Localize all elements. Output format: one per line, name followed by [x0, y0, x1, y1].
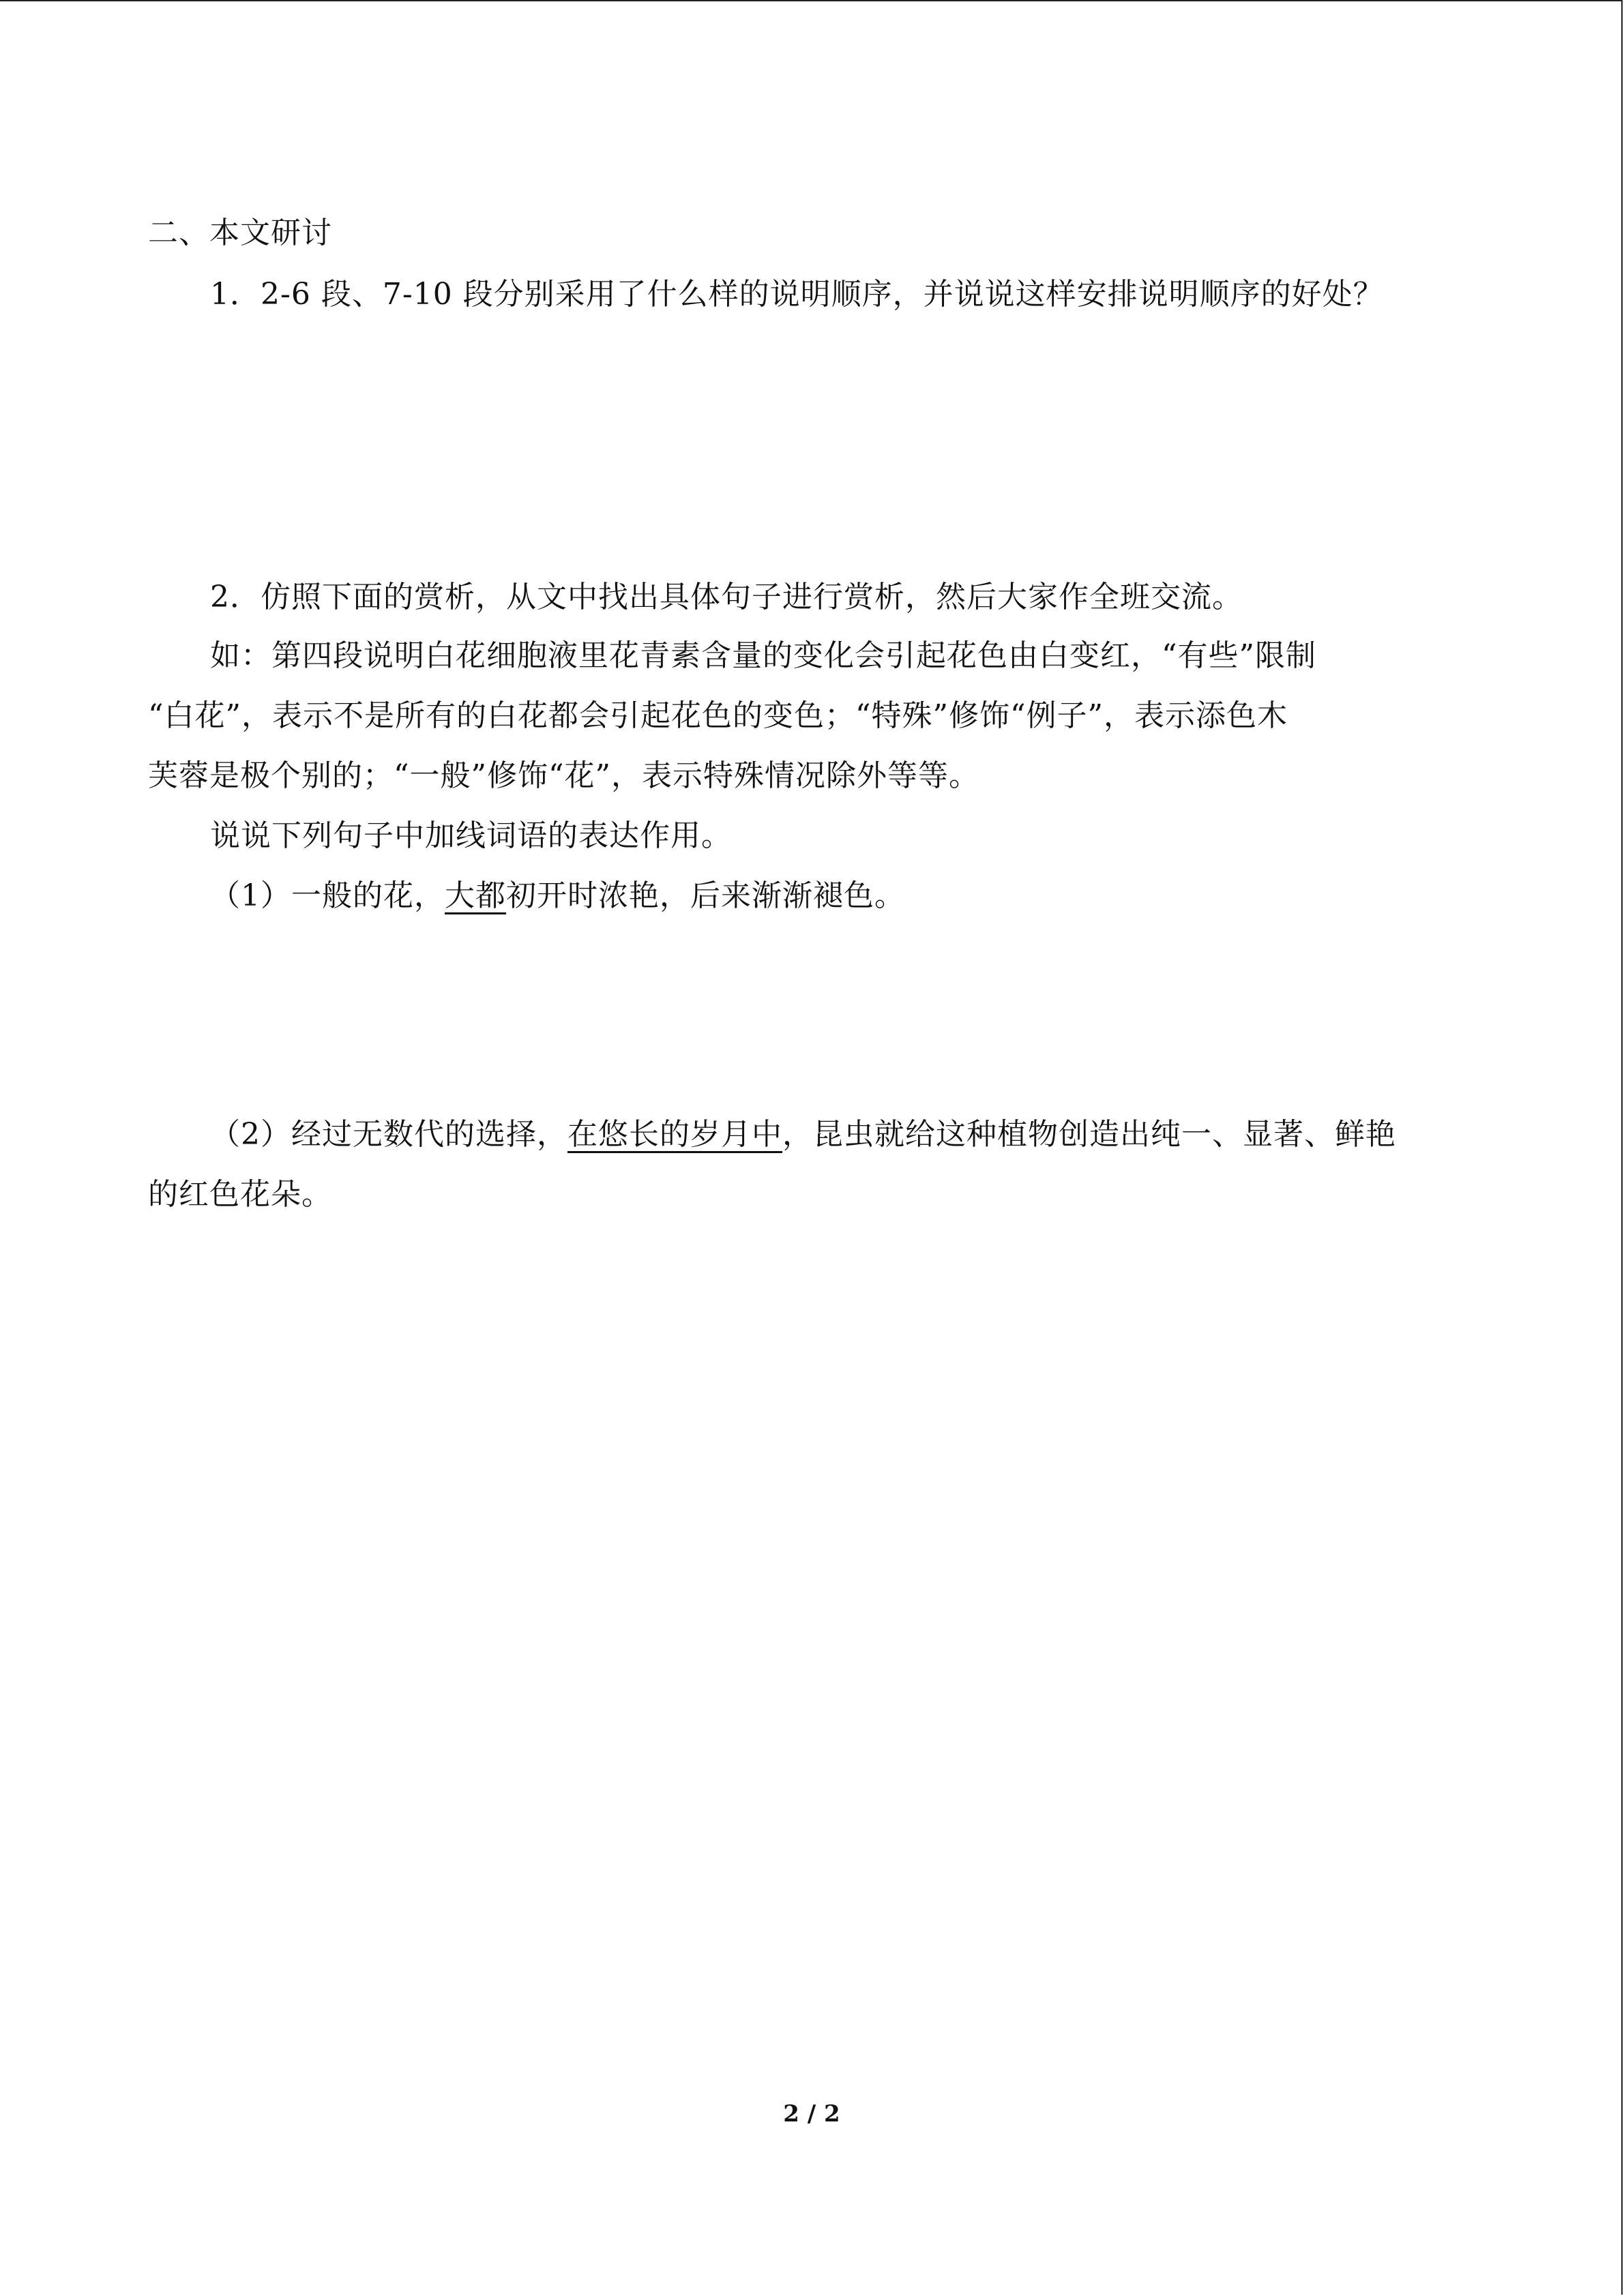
question-2: 2．仿照下面的赏析，从文中找出具体句子进行赏析，然后大家作全班交流。 — [210, 580, 1243, 614]
example-line-2: “白花”，表示不是所有的白花都会引起花色的变色；“特殊”修饰“例子”，表示添色木 — [148, 698, 1288, 733]
sentence-1-underlined-word: 大都 — [445, 878, 506, 913]
example-line-1: 如：第四段说明白花细胞液里花青素含量的变化会引起花色由白变红，“有些”限制 — [210, 638, 1316, 673]
sentence-2-underlined-phrase: 在悠长的岁月中 — [567, 1117, 782, 1152]
sentence-2-continuation: 的红色花朵。 — [148, 1177, 332, 1212]
sentence-2-rest: ，昆虫就给这种植物创造出纯一、显著、鲜艳 — [782, 1117, 1396, 1152]
sentence-1-rest: 初开时浓艳，后来渐渐褪色。 — [506, 878, 905, 913]
sentence-1-lead: （1）一般的花， — [210, 878, 445, 913]
sentence-2-lead: （2）经过无数代的选择， — [210, 1117, 567, 1152]
sentence-1 — [210, 876, 905, 916]
question-1: 1．2-6 段、7-10 段分别采用了什么样的说明顺序，并说说这样安排说明顺序的好处？ — [210, 277, 1384, 312]
example-line-3: 芙蓉是极个别的；“一般”修饰“花”，表示特殊情况除外等等。 — [148, 758, 979, 793]
sentence-2 — [210, 1114, 1396, 1155]
page-number: 2 / 2 — [783, 2100, 840, 2128]
instruction-text: 说说下列句子中加线词语的表达作用。 — [210, 818, 732, 853]
section-heading: 二、本文研讨 — [148, 215, 332, 250]
